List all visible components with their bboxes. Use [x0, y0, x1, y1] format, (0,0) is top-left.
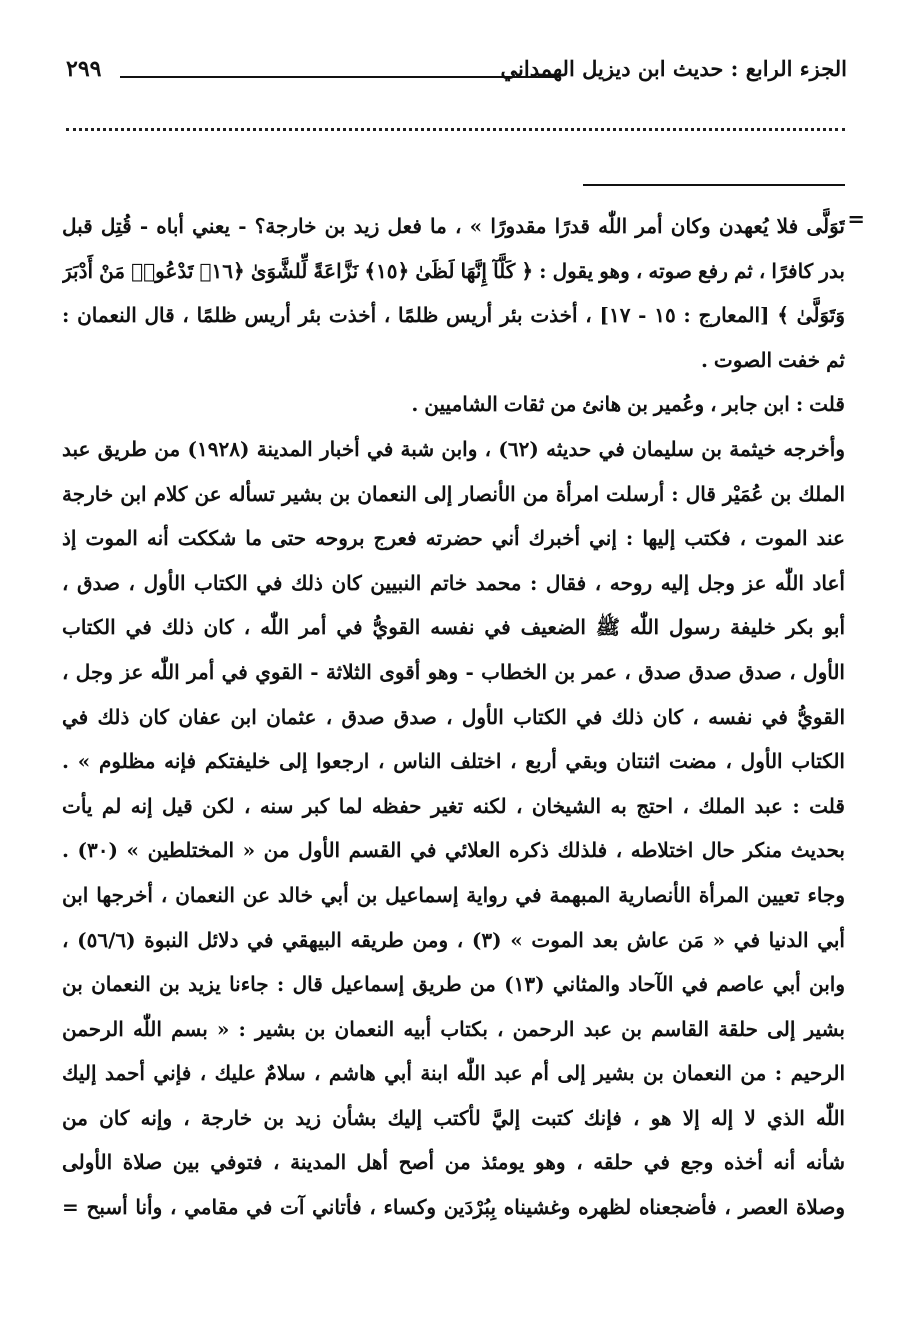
- text-line: الكتاب الأول ، مضت اثنتان وبقي أربع ، اختلف الناس ، ارجعوا إلى خليفتكم فإنه مظلوم » .: [62, 749, 845, 774]
- header-rule: [120, 76, 560, 78]
- text-line: الأول ، صدق صدق صدق ، عمر بن الخطاب - وهو أقوى الثلاثة - القوي في أمر اللّٰه عز وجل ،: [62, 659, 845, 684]
- dotted-separator: [66, 128, 845, 131]
- text-line: الرحيم : من النعمان بن بشير إلى أم عبد اللّٰه ابنة أبي هاشم ، سلامٌ عليك ، فإني أحمد إليك: [62, 1061, 845, 1086]
- text-line: قلت : عبد الملك ، احتج به الشيخان ، لكنه تغير حفظه لما كبر سنه ، لكن قيل إنه لم يأت: [62, 793, 845, 818]
- text-line: شأنه أنه أخذه وجع في حلقه ، وهو يومئذ من أصح أهل المدينة ، فتوفي بين صلاة الأولى: [62, 1150, 845, 1175]
- text-line: بشير إلى حلقة القاسم بن عبد الرحمن ، بكتاب أبيه النعمان بن بشير : « بسم اللّٰه الرحمن: [62, 1016, 845, 1041]
- text-line: وأخرجه خيثمة بن سليمان في حديثه (٦٢) ، وابن شبة في أخبار المدينة (١٩٢٨) من طريق عبد: [62, 436, 845, 461]
- text-line: وصلاة العصر ، فأضجعناه لظهره وغشيناه بِبُرْدَين وكساء ، فأتاني آت في مقامي ، وأنا أسبح =: [62, 1195, 845, 1220]
- page-number: ٢٩٩: [66, 56, 102, 82]
- running-header: [66, 56, 847, 96]
- text-line: بحديث منكر حال اختلاطه ، فلذلك ذكره العلائي في القسم الأول من « المختلطين » (٣٠) .: [62, 838, 845, 863]
- running-title: الجزء الرابع : حديث ابن ديزيل الهمداني: [500, 56, 847, 81]
- text-line: تَوَلَّى فلا يُعهدن وكان أمر اللّٰه قدرًا مقدورًا » ، ما فعل زيد بن خارجة؟ - يعني أباه - قُتِل قبل: [62, 214, 845, 238]
- text-line: اللّٰه الذي لا إله إلا هو ، فإنك كتبت إليَّ لأكتب إليك بشأن زيد بن خارجة ، وإنه كان من: [62, 1105, 845, 1130]
- text-line: ثم خفت الصوت .: [700, 347, 845, 372]
- text-line: أبو بكر خليفة رسول اللّٰه ﷺ الضعيف في نفسه القويُّ في أمر اللّٰه ، كان ذلك في الكتاب: [62, 615, 845, 640]
- text-line: بدر كافرًا ، ثم رفع صوته ، وهو يقول : ﴿ كَلَّآ إِنَّهَا لَظَىٰ ﴿١٥﴾ نَزَّاعَةً لِّلشَّوَىٰ ﴿١٦﴾ تَدْعُوا۟ مَنْ أَدْبَرَ: [62, 258, 845, 283]
- text-line: أبي الدنيا في « مَن عاش بعد الموت » (٣) ، ومن طريقه البيهقي في دلائل النبوة (٥٦/٦) ،: [62, 927, 845, 952]
- text-line: قلت : ابن جابر ، وعُمير بن هانئ من ثقات الشاميين .: [411, 392, 845, 417]
- text-line: أعاد اللّٰه عز وجل إليه روحه ، فقال : محمد خاتم النبيين كان ذلك في الكتاب الأول ، صدق ،: [62, 570, 845, 595]
- text-line: وجاء تعيين المرأة الأنصارية المبهمة في رواية إسماعيل بن أبي خالد عن النعمان ، أخرجها ابن: [62, 882, 845, 907]
- text-line: الملك بن عُمَيْر قال : أرسلت امرأة من الأنصار إلى النعمان بن بشير تسأله عن كلام ابن خارجة: [62, 481, 845, 506]
- text-line: وابن أبي عاصم في الآحاد والمثاني (١٣) من طريق إسماعيل قال : جاءنا يزيد بن النعمان بن: [62, 972, 845, 997]
- footnote-text: [62, 204, 845, 1230]
- text-line: عند الموت ، فكتب إليها : إني أخبرك أني حضرته فعرج بروحه حتى ما شككت أنه الموت إذ: [62, 526, 845, 551]
- footnote-rule: [583, 184, 845, 186]
- text-line: القويُّ في نفسه ، كان ذلك في الكتاب الأول ، صدق صدق ، عثمان ابن عفان كان ذلك في: [62, 704, 845, 729]
- text-line: وَتَوَلَّىٰ ﴾ [المعارج : ١٥ - ١٧] ، أخذت بئر أريس ظلمًا ، أخذت بئر أريس ظلمًا ، قال النعمان :: [62, 303, 845, 328]
- continuation-mark: =: [847, 206, 865, 231]
